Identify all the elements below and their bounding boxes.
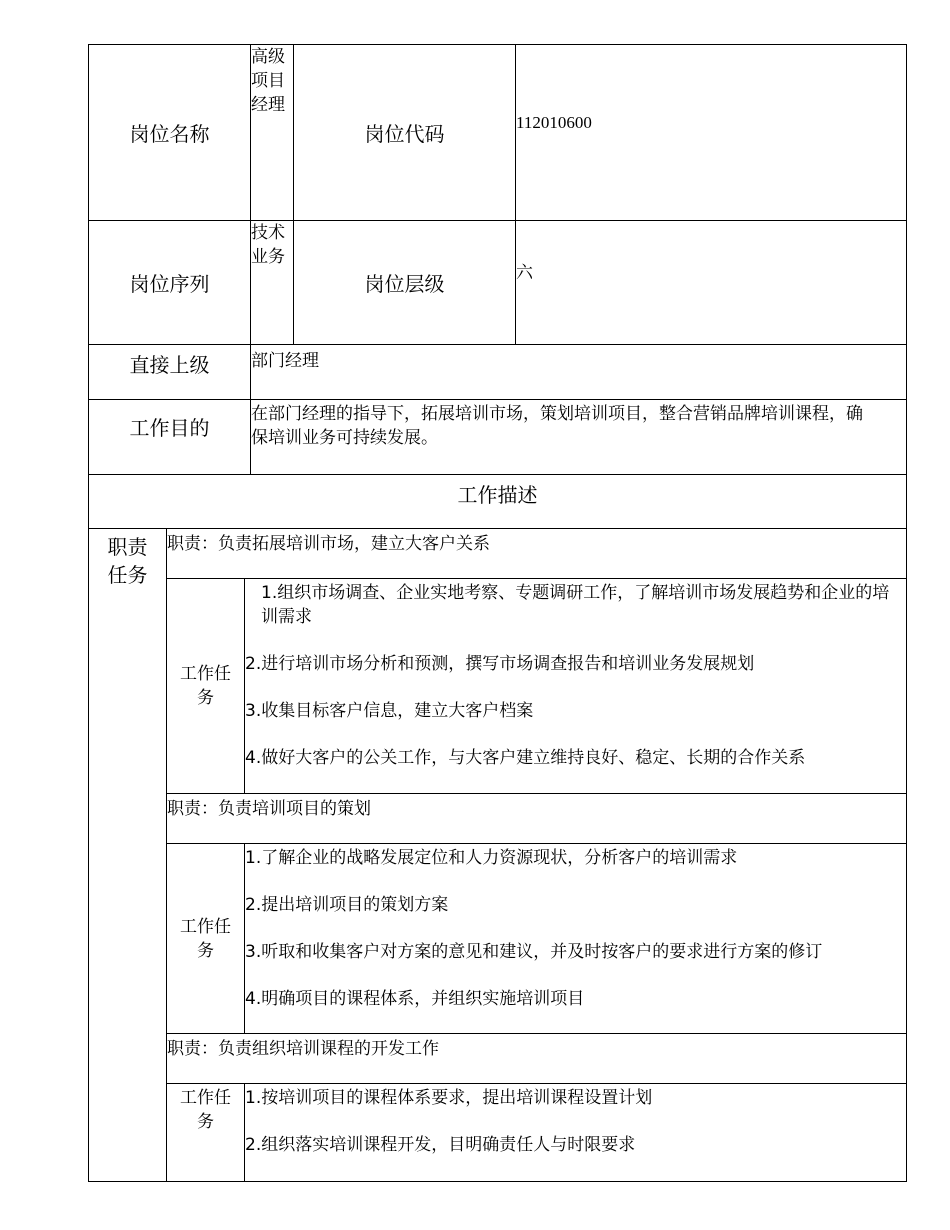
duty-1-tasks (244, 578, 907, 794)
task-item: 2.提出培训项目的策划方案 (245, 895, 449, 915)
position-level-label: 岗位层级 (293, 220, 516, 345)
position-sequence-value: 技术业务 (250, 220, 294, 345)
task-item: 1.按培训项目的课程体系要求，提出培训课程设置计划 (245, 1088, 653, 1108)
position-name-value: 高级项目经理 (250, 44, 294, 221)
task-item: 2.组织落实培训课程开发，目明确责任人与时限要求 (245, 1135, 636, 1155)
duty-1-task-label: 工作任务 (166, 578, 245, 794)
task-item: 2.进行培训市场分析和预测，撰写市场调查报告和培训业务发展规划 (245, 654, 755, 674)
duty-2-tasks (244, 843, 907, 1034)
task-item: 3.听取和收集客户对方案的意见和建议，并及时按客户的要求进行方案的修订 (245, 942, 823, 962)
duty-3-task-label: 工作任务 (166, 1083, 245, 1182)
position-sequence-label: 岗位序列 (88, 220, 251, 345)
task-item: 4.做好大客户的公关工作，与大客户建立维持良好、稳定、长期的合作关系 (245, 748, 806, 768)
purpose-label: 工作目的 (88, 399, 251, 475)
duty-1-title: 职责：负责拓展培训市场，建立大客户关系 (166, 528, 907, 579)
duties-label: 职责任务 (88, 528, 167, 1182)
task-item: 1.了解企业的战略发展定位和人力资源现状，分析客户的培训需求 (245, 848, 738, 868)
position-code-label: 岗位代码 (293, 44, 516, 221)
duty-2-title: 职责：负责培训项目的策划 (166, 793, 907, 844)
task-item: 3.收集目标客户信息，建立大客户档案 (245, 701, 534, 721)
position-name-label: 岗位名称 (88, 44, 251, 221)
work-description-header: 工作描述 (88, 474, 907, 529)
task-item: 1.组织市场调查、企业实地考察、专题调研工作，了解培训市场发展趋势和企业的培训需求 (261, 583, 890, 627)
task-item: 4.明确项目的课程体系，并组织实施培训项目 (245, 989, 585, 1009)
duty-3-title: 职责：负责组织培训课程的开发工作 (166, 1033, 907, 1084)
duty-3-tasks (244, 1083, 907, 1182)
position-level-value: 六 (515, 220, 907, 345)
supervisor-value: 部门经理 (250, 344, 907, 400)
supervisor-label: 直接上级 (88, 344, 251, 400)
duty-2-task-label: 工作任务 (166, 843, 245, 1034)
position-code-value: 112010600 (515, 44, 907, 221)
purpose-value: 在部门经理的指导下，拓展培训市场，策划培训项目，整合营销品牌培训课程，确保培训业务可持续发展。 (250, 399, 907, 475)
